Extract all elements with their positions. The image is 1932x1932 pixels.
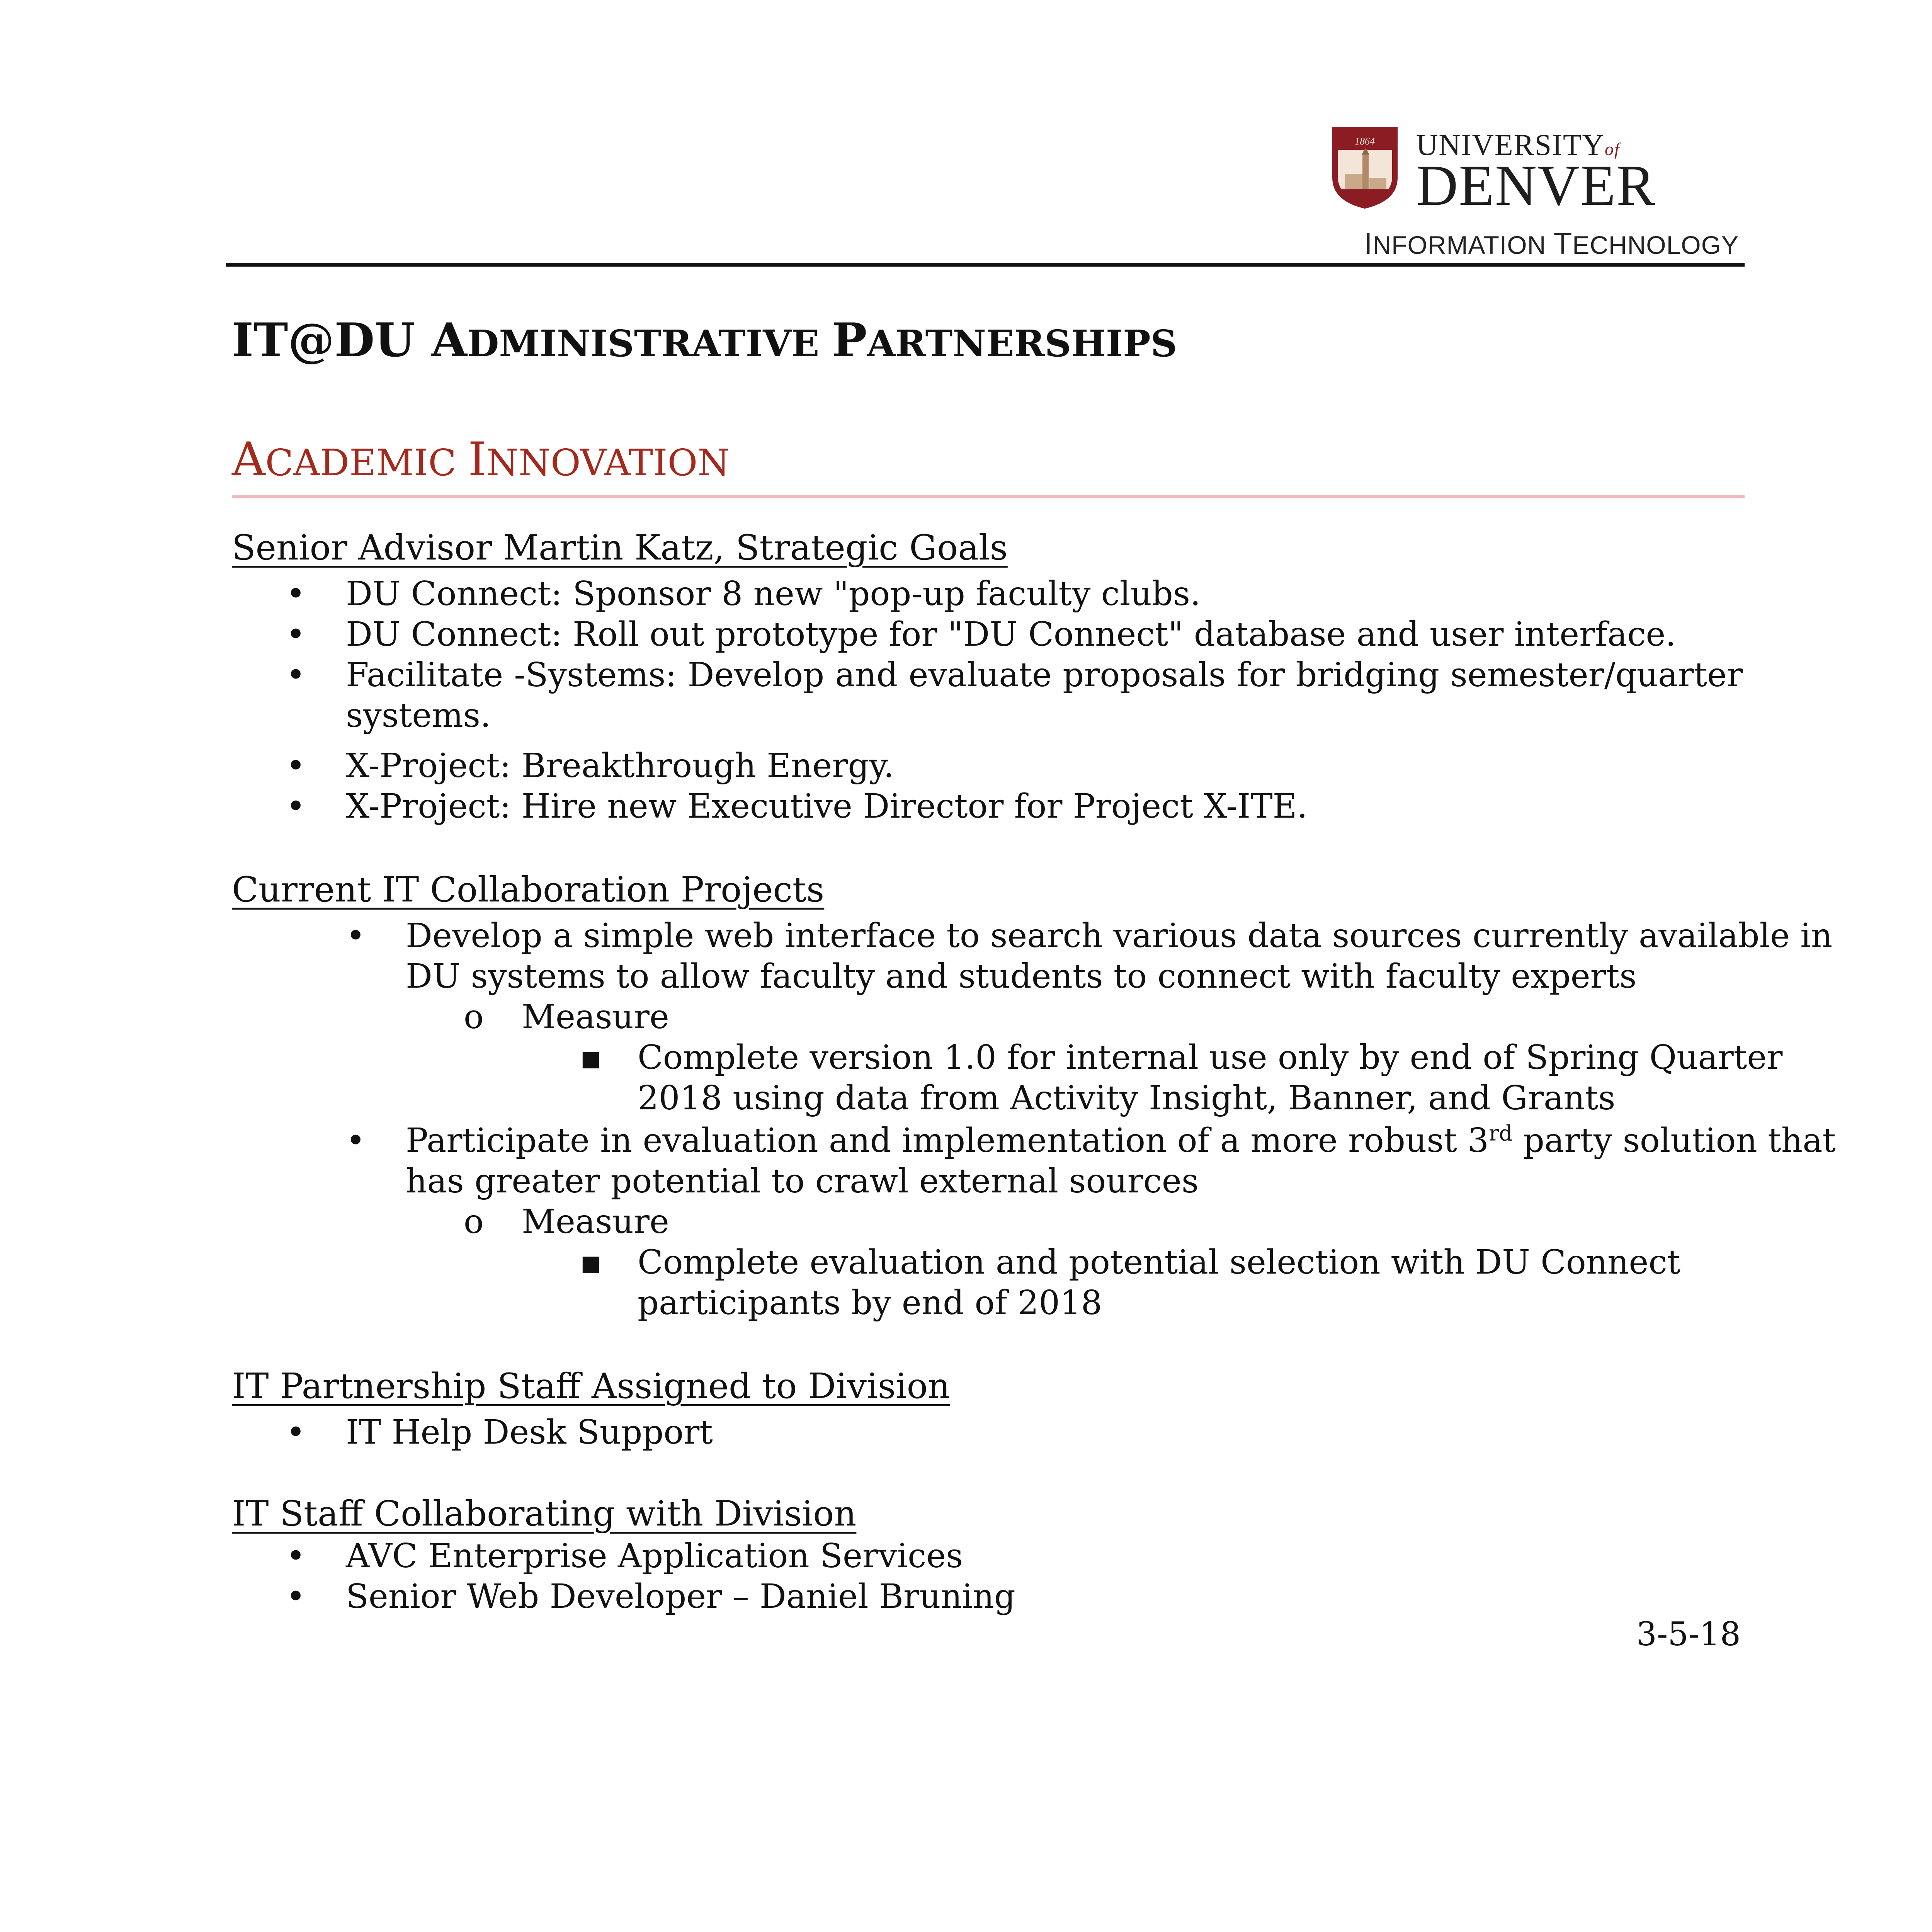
bullet-icon: • — [286, 575, 306, 613]
strategic-goals-heading: Senior Advisor Martin Katz, Strategic Goals — [232, 527, 1008, 568]
page-title: IT@DU ADMINISTRATIVE PARTNERSHIPS — [232, 313, 1177, 367]
header-divider — [226, 263, 1745, 267]
projects-heading: Current IT Collaboration Projects — [232, 869, 825, 910]
bullet-icon: • — [286, 787, 306, 826]
bullet-icon: • — [286, 1413, 306, 1452]
department-label: INFORMATION TECHNOLOGY — [1364, 226, 1739, 260]
bullet-icon: • — [286, 615, 306, 654]
bullet-icon: • — [286, 1537, 306, 1575]
university-logo — [1329, 116, 1754, 216]
bullet-icon: • — [346, 1121, 366, 1160]
circle-bullet-icon: o — [464, 1202, 484, 1241]
svg-text:1864: 1864 — [1355, 136, 1375, 147]
staff-assigned-heading: IT Partnership Staff Assigned to Division — [232, 1366, 950, 1406]
section-divider — [232, 495, 1745, 498]
university-seal-icon — [1329, 124, 1401, 211]
square-bullet-icon: ▪ — [580, 1038, 602, 1077]
bullet-icon: • — [346, 917, 366, 955]
circle-bullet-icon: o — [464, 998, 484, 1036]
bullet-icon: • — [286, 747, 306, 785]
bullet-icon: • — [286, 1577, 306, 1616]
logo-wordmark-denver: DENVER — [1416, 153, 1656, 218]
section-heading: ACADEMIC INNOVATION — [232, 433, 730, 486]
logo-wordmark-university: UNIVERSITYof — [1416, 128, 1620, 162]
date-stamp: 3-5-18 — [1636, 1615, 1741, 1653]
bullet-icon: • — [286, 656, 306, 694]
staff-collab-heading: IT Staff Collaborating with Division — [232, 1493, 857, 1534]
square-bullet-icon: ▪ — [580, 1243, 602, 1282]
